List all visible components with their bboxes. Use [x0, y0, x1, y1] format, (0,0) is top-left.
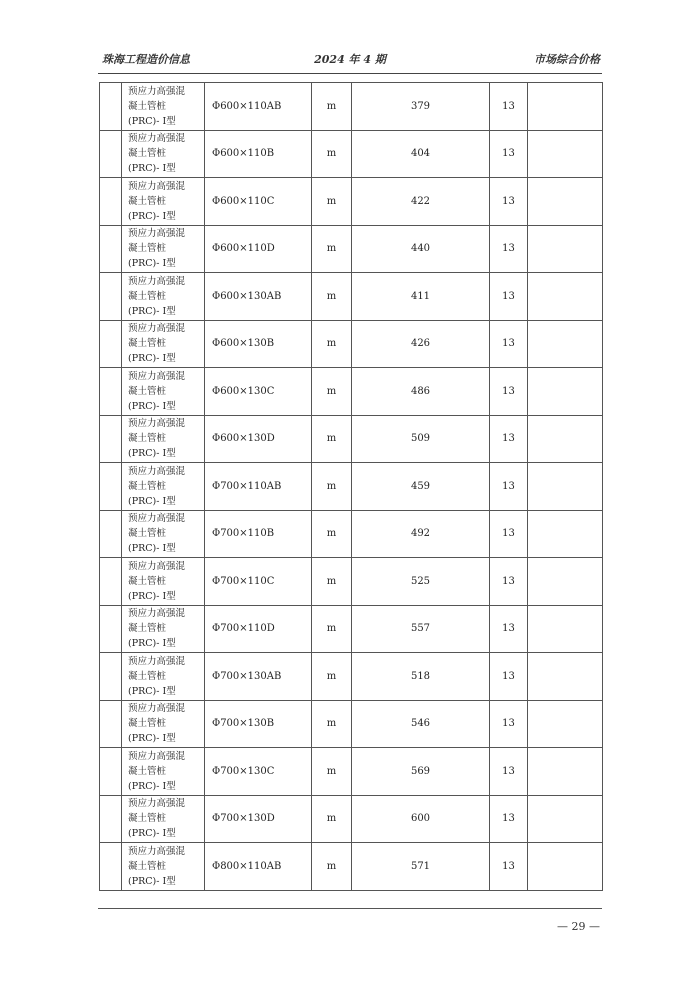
table-row — [100, 415, 603, 463]
footer-divider — [98, 908, 602, 909]
index-cell — [100, 700, 122, 748]
material-name-cell — [122, 130, 205, 178]
material-name-line: 凝土管桩 — [128, 860, 167, 872]
material-name-line: 预应力高强混 — [128, 655, 186, 667]
unit-cell: m — [312, 748, 352, 796]
material-name-line: (PRC)- Ⅰ型 — [128, 590, 176, 602]
table-row — [100, 558, 603, 606]
remark-cell — [528, 130, 603, 178]
remark-cell — [528, 795, 603, 843]
tax-rate-cell: 13 — [490, 415, 528, 463]
spec-cell: Φ700×110C — [205, 558, 312, 606]
material-name-line: 凝土管桩 — [128, 528, 167, 540]
material-name-cell — [122, 463, 205, 511]
price-cell: 411 — [352, 273, 490, 321]
material-name-cell — [122, 178, 205, 226]
material-name-line: 预应力高强混 — [128, 180, 186, 192]
table-row — [100, 463, 603, 511]
material-name-cell — [122, 653, 205, 701]
material-name-line: 预应力高强混 — [128, 560, 186, 572]
unit-cell: m — [312, 653, 352, 701]
unit-cell: m — [312, 605, 352, 653]
remark-cell — [528, 225, 603, 273]
unit-cell: m — [312, 463, 352, 511]
material-name-line: (PRC)- Ⅰ型 — [128, 258, 176, 270]
spec-cell: Φ600×130AB — [205, 273, 312, 321]
price-cell: 440 — [352, 225, 490, 273]
index-cell — [100, 83, 122, 131]
header-divider — [98, 73, 602, 74]
section-title: 市场综合价格 — [534, 53, 600, 66]
price-cell: 509 — [352, 415, 490, 463]
index-cell — [100, 368, 122, 416]
price-table-body — [100, 83, 603, 891]
material-name-line: 凝土管桩 — [128, 100, 167, 112]
tax-rate-cell: 13 — [490, 748, 528, 796]
unit-cell: m — [312, 558, 352, 606]
price-cell: 379 — [352, 83, 490, 131]
spec-cell: Φ600×110AB — [205, 83, 312, 131]
tax-rate-cell: 13 — [490, 273, 528, 321]
spec-cell: Φ700×130AB — [205, 653, 312, 701]
publication-title: 珠海工程造价信息 — [102, 53, 190, 66]
remark-cell — [528, 558, 603, 606]
material-name-cell — [122, 605, 205, 653]
price-cell: 422 — [352, 178, 490, 226]
tax-rate-cell: 13 — [490, 463, 528, 511]
material-name-line: (PRC)- Ⅰ型 — [128, 638, 176, 650]
material-name-cell — [122, 83, 205, 131]
index-cell — [100, 795, 122, 843]
remark-cell — [528, 653, 603, 701]
remark-cell — [528, 463, 603, 511]
spec-cell: Φ600×130B — [205, 320, 312, 368]
table-row — [100, 178, 603, 226]
remark-cell — [528, 83, 603, 131]
table-row — [100, 320, 603, 368]
unit-cell: m — [312, 83, 352, 131]
price-cell: 459 — [352, 463, 490, 511]
material-name-cell — [122, 748, 205, 796]
price-cell: 518 — [352, 653, 490, 701]
material-name-line: 凝土管桩 — [128, 290, 167, 302]
price-cell: 426 — [352, 320, 490, 368]
spec-cell: Φ800×110AB — [205, 843, 312, 891]
material-name-line: (PRC)- Ⅰ型 — [128, 353, 176, 365]
spec-cell: Φ700×110AB — [205, 463, 312, 511]
material-name-cell — [122, 368, 205, 416]
index-cell — [100, 558, 122, 606]
index-cell — [100, 653, 122, 701]
material-name-cell — [122, 843, 205, 891]
spec-cell: Φ700×130B — [205, 700, 312, 748]
material-name-line: 凝土管桩 — [128, 385, 167, 397]
material-name-line: 凝土管桩 — [128, 338, 167, 350]
page-header — [98, 51, 602, 69]
table-row — [100, 273, 603, 321]
unit-cell: m — [312, 130, 352, 178]
price-cell: 546 — [352, 700, 490, 748]
material-name-line: 凝土管桩 — [128, 195, 167, 207]
material-name-line: (PRC)- Ⅰ型 — [128, 305, 176, 317]
material-name-line: 预应力高强混 — [128, 513, 186, 525]
material-name-line: (PRC)- Ⅰ型 — [128, 448, 176, 460]
material-name-cell — [122, 510, 205, 558]
index-cell — [100, 320, 122, 368]
material-name-line: 凝土管桩 — [128, 575, 167, 587]
unit-cell: m — [312, 700, 352, 748]
remark-cell — [528, 273, 603, 321]
spec-cell: Φ700×130D — [205, 795, 312, 843]
material-name-line: 凝土管桩 — [128, 718, 167, 730]
material-name-line: (PRC)- Ⅰ型 — [128, 400, 176, 412]
table-row — [100, 368, 603, 416]
material-name-cell — [122, 273, 205, 321]
remark-cell — [528, 700, 603, 748]
tax-rate-cell: 13 — [490, 178, 528, 226]
tax-rate-cell: 13 — [490, 558, 528, 606]
material-name-line: 凝土管桩 — [128, 480, 167, 492]
index-cell — [100, 273, 122, 321]
remark-cell — [528, 178, 603, 226]
material-name-cell — [122, 415, 205, 463]
index-cell — [100, 843, 122, 891]
remark-cell — [528, 843, 603, 891]
price-cell: 569 — [352, 748, 490, 796]
material-name-line: (PRC)- Ⅰ型 — [128, 780, 176, 792]
material-name-line: 凝土管桩 — [128, 623, 167, 635]
material-name-line: (PRC)- Ⅰ型 — [128, 115, 176, 127]
unit-cell: m — [312, 368, 352, 416]
index-cell — [100, 748, 122, 796]
material-name-line: 预应力高强混 — [128, 418, 186, 430]
spec-cell: Φ600×130D — [205, 415, 312, 463]
unit-cell: m — [312, 843, 352, 891]
material-name-line: 凝土管桩 — [128, 813, 167, 825]
unit-cell: m — [312, 795, 352, 843]
price-cell: 557 — [352, 605, 490, 653]
material-name-line: (PRC)- Ⅰ型 — [128, 163, 176, 175]
material-name-line: 预应力高强混 — [128, 608, 186, 620]
material-name-line: 凝土管桩 — [128, 670, 167, 682]
material-name-line: 预应力高强混 — [128, 228, 186, 240]
material-name-cell — [122, 700, 205, 748]
spec-cell: Φ600×110D — [205, 225, 312, 273]
table-row — [100, 83, 603, 131]
material-name-line: 凝土管桩 — [128, 765, 167, 777]
issue-label: 2024 年 4 期 — [314, 53, 386, 66]
unit-cell: m — [312, 415, 352, 463]
material-name-line: (PRC)- Ⅰ型 — [128, 495, 176, 507]
index-cell — [100, 605, 122, 653]
index-cell — [100, 463, 122, 511]
tax-rate-cell: 13 — [490, 843, 528, 891]
material-name-line: 预应力高强混 — [128, 133, 186, 145]
price-cell: 600 — [352, 795, 490, 843]
index-cell — [100, 130, 122, 178]
index-cell — [100, 225, 122, 273]
spec-cell: Φ600×110C — [205, 178, 312, 226]
price-cell: 571 — [352, 843, 490, 891]
table-row — [100, 605, 603, 653]
tax-rate-cell: 13 — [490, 605, 528, 653]
tax-rate-cell: 13 — [490, 225, 528, 273]
price-cell: 486 — [352, 368, 490, 416]
spec-cell: Φ700×110B — [205, 510, 312, 558]
tax-rate-cell: 13 — [490, 653, 528, 701]
remark-cell — [528, 510, 603, 558]
unit-cell: m — [312, 273, 352, 321]
tax-rate-cell: 13 — [490, 368, 528, 416]
index-cell — [100, 510, 122, 558]
tax-rate-cell: 13 — [490, 320, 528, 368]
price-cell: 404 — [352, 130, 490, 178]
material-name-line: 预应力高强混 — [128, 370, 186, 382]
unit-cell: m — [312, 510, 352, 558]
material-name-line: 预应力高强混 — [128, 323, 186, 335]
remark-cell — [528, 605, 603, 653]
material-name-cell — [122, 558, 205, 606]
material-name-line: 预应力高强混 — [128, 798, 186, 810]
material-name-line: 凝土管桩 — [128, 433, 167, 445]
table-row — [100, 700, 603, 748]
material-name-line: (PRC)- Ⅰ型 — [128, 543, 176, 555]
material-name-line: (PRC)- Ⅰ型 — [128, 875, 176, 887]
material-name-line: (PRC)- Ⅰ型 — [128, 733, 176, 745]
material-name-cell — [122, 225, 205, 273]
tax-rate-cell: 13 — [490, 700, 528, 748]
page-number: — 29 — — [557, 920, 600, 933]
unit-cell: m — [312, 178, 352, 226]
spec-cell: Φ600×130C — [205, 368, 312, 416]
remark-cell — [528, 320, 603, 368]
tax-rate-cell: 13 — [490, 83, 528, 131]
remark-cell — [528, 415, 603, 463]
material-name-line: 预应力高强混 — [128, 845, 186, 857]
table-row — [100, 748, 603, 796]
index-cell — [100, 178, 122, 226]
material-name-cell — [122, 795, 205, 843]
material-name-line: 预应力高强混 — [128, 85, 186, 97]
material-name-cell — [122, 320, 205, 368]
price-cell: 525 — [352, 558, 490, 606]
table-row — [100, 130, 603, 178]
tax-rate-cell: 13 — [490, 510, 528, 558]
material-name-line: 预应力高强混 — [128, 465, 186, 477]
table-row — [100, 843, 603, 891]
unit-cell: m — [312, 225, 352, 273]
spec-cell: Φ700×130C — [205, 748, 312, 796]
unit-cell: m — [312, 320, 352, 368]
table-row — [100, 510, 603, 558]
material-name-line: (PRC)- Ⅰ型 — [128, 210, 176, 222]
material-name-line: (PRC)- Ⅰ型 — [128, 828, 176, 840]
tax-rate-cell: 13 — [490, 795, 528, 843]
index-cell — [100, 415, 122, 463]
material-name-line: (PRC)- Ⅰ型 — [128, 685, 176, 697]
price-cell: 492 — [352, 510, 490, 558]
tax-rate-cell: 13 — [490, 130, 528, 178]
material-name-line: 凝土管桩 — [128, 148, 167, 160]
table-row — [100, 225, 603, 273]
table-row — [100, 653, 603, 701]
price-table — [99, 82, 603, 891]
material-name-line: 预应力高强混 — [128, 703, 186, 715]
spec-cell: Φ700×110D — [205, 605, 312, 653]
table-row — [100, 795, 603, 843]
material-name-line: 凝土管桩 — [128, 243, 167, 255]
remark-cell — [528, 748, 603, 796]
material-name-line: 预应力高强混 — [128, 275, 186, 287]
material-name-line: 预应力高强混 — [128, 750, 186, 762]
spec-cell: Φ600×110B — [205, 130, 312, 178]
remark-cell — [528, 368, 603, 416]
